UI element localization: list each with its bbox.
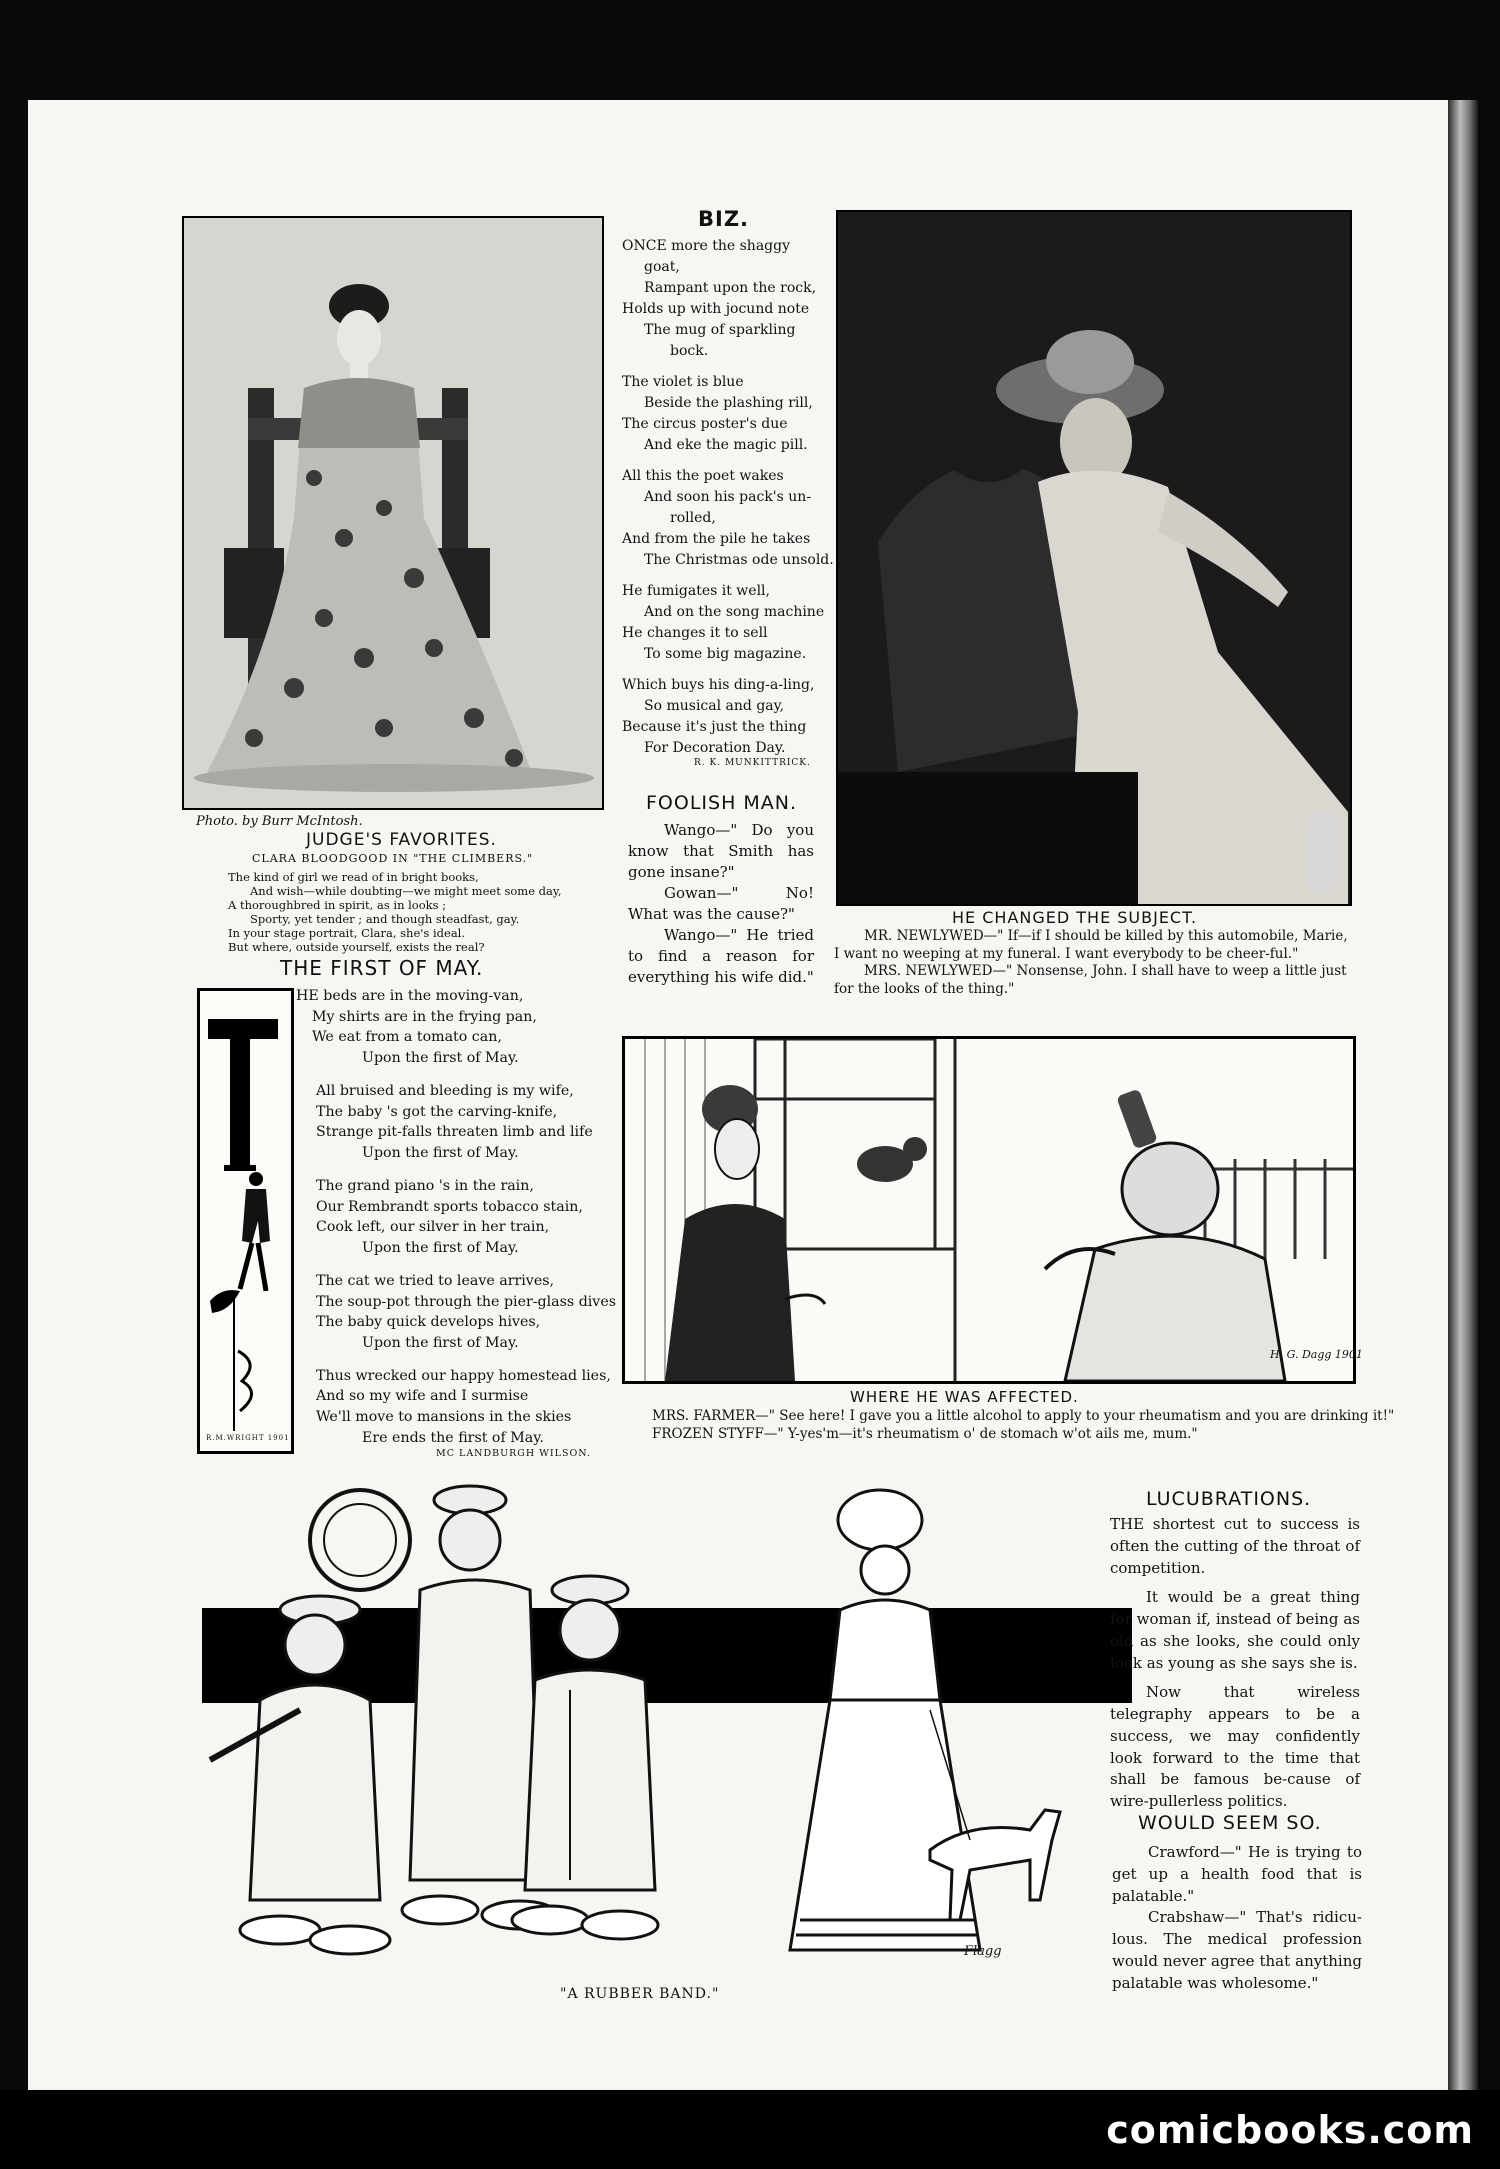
verse-line: Beside the plashing rill, — [644, 395, 813, 411]
verse-line: Holds up with jocund note — [622, 301, 810, 317]
biz-author: R. K. MUNKITTRICK. — [694, 758, 811, 768]
band-cartoon-signature: Flagg — [964, 1944, 1002, 1959]
paragraph: THE shortest cut to success is often the cutting of the throat of competition. — [1110, 1515, 1360, 1577]
dialogue-line: MR. NEWLYWED—" If—if I should be killed by this automobile, Marie, I want no weeping at my funeral. I want everybody to be cheer-ful." — [834, 928, 1348, 962]
dialogue-line: Wango—" Do you know that Smith has gone insane?" — [628, 821, 814, 881]
watermark: comicbooks.com — [1106, 2108, 1474, 2152]
verse-line: Upon the first of May. — [362, 1240, 519, 1257]
verse-line: And wish—while doubting—we might meet some day, — [250, 884, 562, 899]
verse-line: But where, outside yourself, exists the real? — [228, 940, 485, 955]
verse-line: Rampant upon the rock, — [644, 280, 817, 296]
farmer-dialogue — [622, 1408, 1402, 1443]
initial-art-signature: R.M.WRIGHT 1901 — [206, 1434, 290, 1442]
verse-line: Which buys his ding-a-ling, — [622, 677, 815, 693]
clara-verse — [228, 870, 562, 954]
clara-subheading: CLARA BLOODGOOD IN "THE CLIMBERS." — [252, 852, 534, 865]
verse-line: Because it's just the thing — [622, 719, 807, 735]
dialogue-line: FROZEN STYFF—" Y-yes'm—it's rheumatism o' de stomach w'ot ails me, mum." — [652, 1425, 1198, 1442]
farmer-caption: WHERE HE WAS AFFECTED. — [850, 1388, 1079, 1406]
biz-title: BIZ. — [698, 207, 750, 231]
verse-line: Our Rembrandt sports tobacco stain, — [316, 1198, 583, 1215]
farmer-cartoon-signature: H. G. Dagg 1901 — [1270, 1348, 1363, 1361]
verse-line: All this the poet wakes — [622, 468, 784, 484]
dialogue-line: Gowan—" No! What was the cause?" — [628, 884, 814, 923]
decorative-initial-t — [197, 988, 294, 1454]
verse-line: The mug of sparkling — [644, 322, 796, 338]
verse-line: And so my wife and I surmise — [316, 1388, 529, 1405]
verse-line: Strange pit-falls threaten limb and life — [316, 1124, 593, 1141]
would-seem-so-dialogue — [1112, 1842, 1362, 1994]
verse-line: The baby 's got the carving-knife, — [316, 1103, 558, 1120]
verse-line: And on the song machine — [644, 604, 825, 620]
biz-poem — [622, 236, 834, 759]
dialogue-line: MRS. FARMER—" See here! I gave you a little alcohol to apply to your rheumatism and you are drinking it!" — [652, 1408, 1395, 1424]
verse-line: My shirts are in the frying pan, — [312, 1008, 537, 1025]
verse-line: The kind of girl we read of in bright books, — [228, 870, 479, 884]
rubber-band-caption: "A RUBBER BAND." — [560, 1986, 720, 2002]
verse-line: Upon the first of May. — [362, 1145, 519, 1162]
verse-line: The baby quick develops hives, — [316, 1314, 541, 1331]
dialogue-line: MRS. NEWLYWED—" Nonsense, John. I shall have to weep a little just for the looks of the thing." — [834, 963, 1347, 997]
verse-line: Thus wrecked our happy homestead lies, — [316, 1367, 611, 1384]
verse-line: The cat we tried to leave arrives, — [316, 1272, 555, 1289]
farmer-cartoon — [622, 1036, 1356, 1384]
dialogue-line: Wango—" He tried to find a reason for everything his wife did." — [628, 926, 814, 986]
woman-with-greyhound-cartoon — [780, 1480, 1100, 2000]
verse-line: And eke the magic pill. — [644, 437, 808, 453]
verse-line: A thoroughbred in spirit, as in looks ; — [228, 898, 447, 913]
verse-line: Upon the first of May. — [362, 1050, 519, 1067]
verse-line: So musical and gay, — [644, 698, 785, 714]
newlyweds-automobile-photo — [836, 210, 1352, 906]
verse-line: To some big magazine. — [644, 646, 807, 662]
lucubrations-title: LUCUBRATIONS. — [1146, 1488, 1312, 1510]
verse-line: He fumigates it well, — [622, 583, 770, 599]
first-of-may-poem — [296, 986, 616, 1449]
verse-line: HE beds are in the moving-van, — [296, 988, 524, 1004]
verse-line: The violet is blue — [622, 374, 744, 390]
verse-line: The circus poster's due — [622, 416, 788, 432]
may-author: MC LANDBURGH WILSON. — [436, 1448, 591, 1459]
lucubrations-text — [1110, 1514, 1360, 1813]
verse-line: bock. — [670, 343, 709, 359]
verse-line: Cook left, our silver in her train, — [316, 1219, 550, 1236]
verse-line: In your stage portrait, Clara, she's ideal. — [228, 926, 466, 941]
verse-line: He changes it to sell — [622, 625, 768, 641]
verse-line: We eat from a tomato can, — [312, 1029, 502, 1046]
dialogue-line: Crabshaw—" That's ridicu-lous. The medical profession would never agree that anything palatable was wholesome." — [1112, 1908, 1362, 1992]
foolish-man-dialogue — [628, 820, 814, 988]
verse-line: rolled, — [670, 510, 716, 526]
judges-favorites-heading: JUDGE'S FAVORITES. — [306, 830, 497, 850]
dialogue-line: Crawford—" He is trying to get up a health food that is palatable." — [1112, 1843, 1362, 1905]
verse-line: And soon his pack's un- — [644, 489, 812, 505]
verse-line: And from the pile he takes — [622, 531, 811, 547]
verse-line: Upon the first of May. — [362, 1335, 519, 1352]
verse-line: The soup-pot through the pier-glass dives — [316, 1293, 617, 1310]
verse-line: We'll move to mansions in the skies — [316, 1409, 572, 1426]
verse-line: goat, — [644, 259, 680, 275]
verse-line: The grand piano 's in the rain, — [316, 1177, 534, 1194]
photo-credit: Photo. by Burr McIntosh. — [196, 814, 363, 829]
would-seem-so-title: WOULD SEEM SO. — [1138, 1812, 1322, 1834]
verse-line: All bruised and bleeding is my wife, — [316, 1082, 574, 1099]
couple-dialogue — [834, 928, 1354, 998]
paragraph: Now that wireless telegraphy appears to be a success, we may confidently look forward to the time that shall be famous be-cause of wire-pullerless politics. — [1110, 1683, 1360, 1810]
clara-bloodgood-photo — [182, 216, 604, 810]
book-spine — [1448, 100, 1478, 2110]
verse-line: ONCE more the shaggy — [622, 238, 790, 254]
paragraph: It would be a great thing for woman if, instead of being as old as she looks, she could only look as young as she says she is. — [1110, 1588, 1360, 1672]
verse-line: Sporty, yet tender ; and though steadfast, gay. — [250, 912, 520, 927]
first-of-may-title: THE FIRST OF MAY. — [280, 956, 484, 980]
foolish-man-title: FOOLISH MAN. — [646, 792, 798, 814]
verse-line: For Decoration Day. — [644, 740, 786, 756]
verse-line: The Christmas ode unsold. — [644, 552, 834, 568]
verse-line: Ere ends the first of May. — [362, 1429, 544, 1446]
couple-caption: HE CHANGED THE SUBJECT. — [952, 908, 1198, 927]
